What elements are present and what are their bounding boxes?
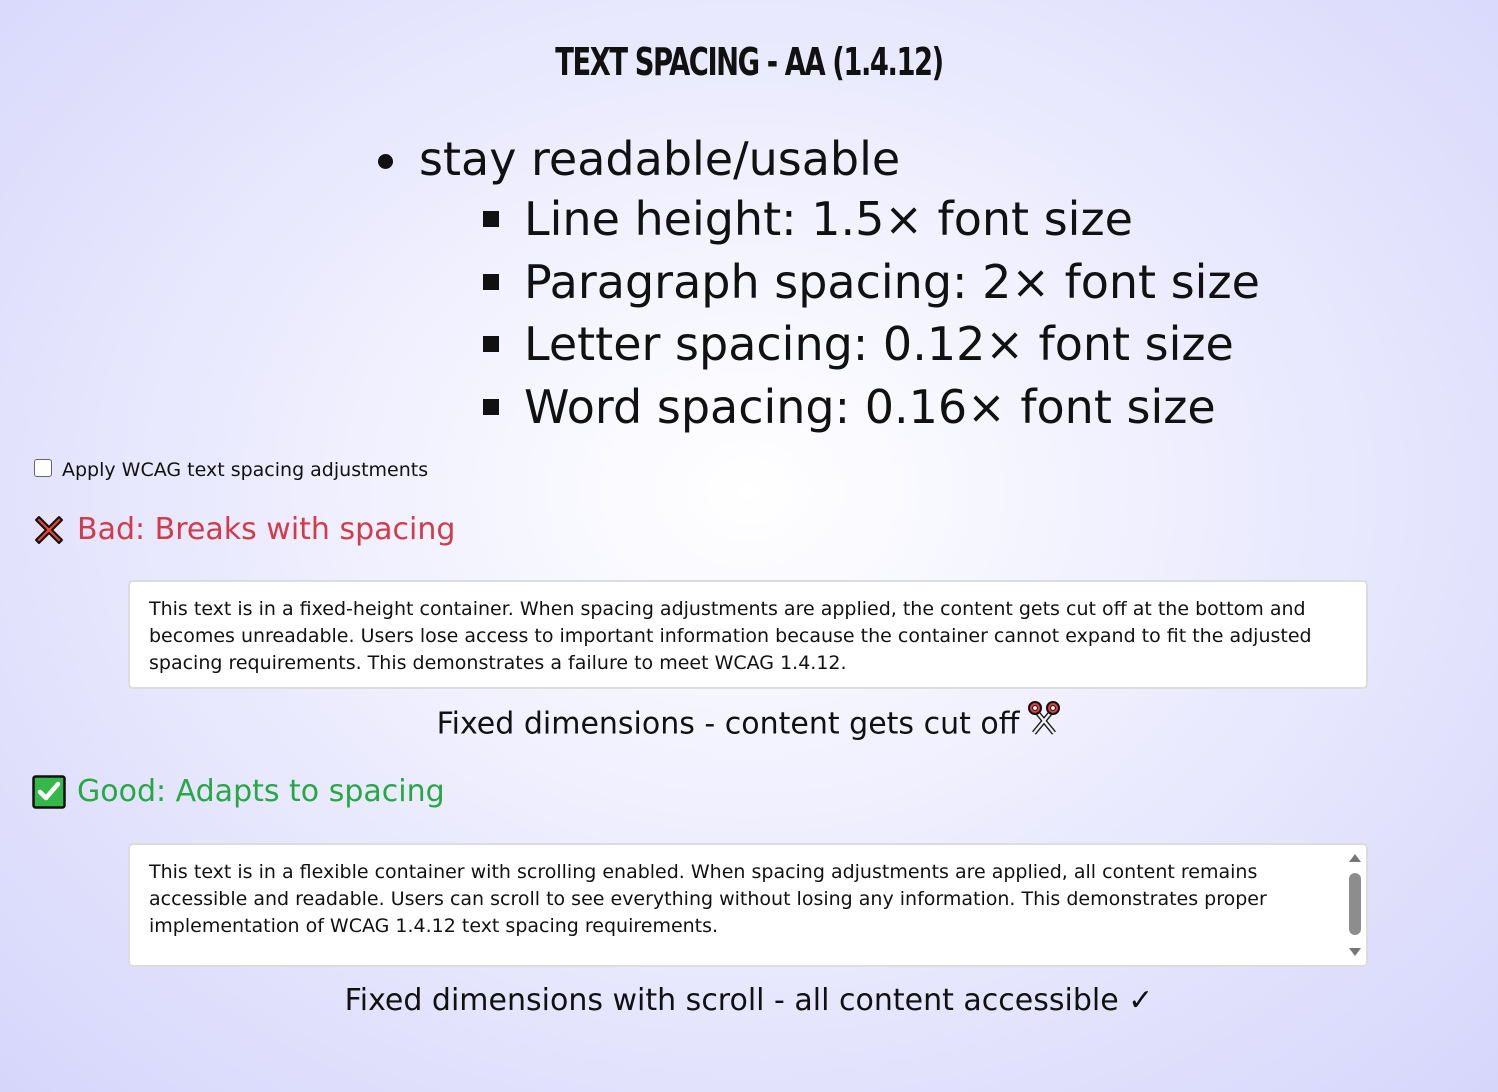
spacing-toggle[interactable] (34, 459, 428, 481)
requirements-list (375, 130, 1260, 438)
good-example-text: This text is in a flexible container with scrolling enabled. When spacing adjustments are applied, all content remains accessible and readable. Users can scroll to see everything without losing any information. This demonstrates proper implementation of WCAG 1.4.12 text spacing requirements. (149, 861, 1267, 937)
scrollbar-thumb[interactable] (1349, 873, 1361, 935)
bad-example-heading (32, 512, 455, 547)
spacing-checkbox-label: Apply WCAG text spacing adjustments (62, 459, 429, 481)
vertical-scrollbar[interactable] (1348, 851, 1362, 959)
bad-heading-text: Bad: Breaks with spacing (77, 512, 456, 547)
bad-caption (0, 706, 1498, 744)
good-caption-text: Fixed dimensions with scroll - all content accessible ✓ (344, 983, 1154, 1018)
scroll-down-arrow-icon[interactable] (1349, 948, 1361, 956)
good-heading-text: Good: Adapts to spacing (77, 774, 445, 809)
bad-caption-text: Fixed dimensions - content gets cut off (436, 706, 1020, 742)
scroll-up-arrow-icon[interactable] (1349, 854, 1361, 862)
list-item: Line height: 1.5× font size (480, 188, 1260, 251)
sub-list (419, 188, 1260, 438)
list-item: Letter spacing: 0.12× font size (480, 313, 1260, 376)
page-title: TEXT SPACING - AA (1.4.12) (555, 40, 943, 84)
check-mark-box-icon (32, 775, 66, 809)
scissors-icon (1027, 700, 1061, 744)
fixed-height-container (128, 580, 1368, 689)
scroll-container[interactable] (128, 843, 1368, 967)
spacing-checkbox[interactable] (34, 459, 52, 477)
good-example-heading (32, 774, 445, 809)
list-item (375, 130, 1260, 438)
list-item: Paragraph spacing: 2× font size (480, 251, 1260, 314)
main-bullet-text: stay readable/usable (419, 132, 901, 186)
bad-example-text: This text is in a fixed-height container. When spacing adjustments are applied, the content gets cut off at the bottom and becomes unreadable. Users lose access to important information because the container cannot expand to fit the adjusted spacing requirements. This demonstrates a failure to meet WCAG 1.4.12. (149, 598, 1312, 674)
cross-mark-icon (32, 513, 66, 547)
good-caption (0, 983, 1498, 1018)
list-item: Word spacing: 0.16× font size (480, 376, 1260, 439)
